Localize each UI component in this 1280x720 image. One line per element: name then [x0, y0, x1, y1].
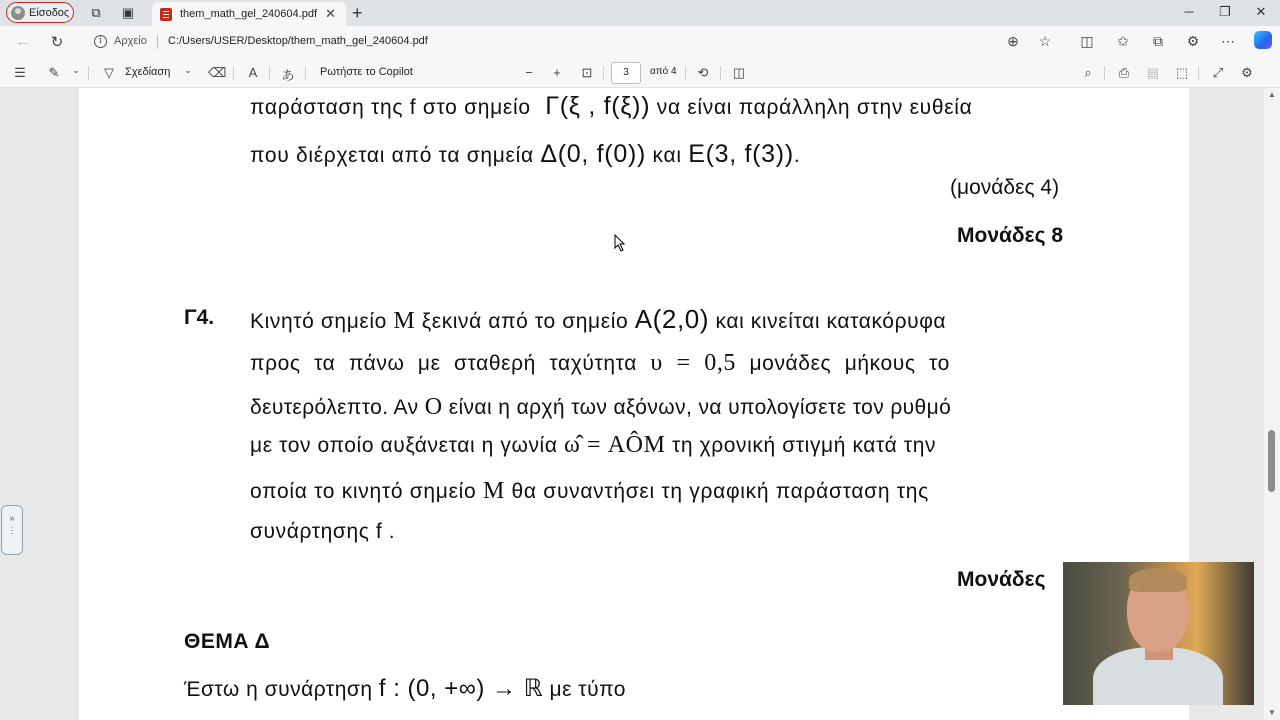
draw-dropdown-icon[interactable]: ⌄	[184, 65, 192, 75]
tab-title: them_math_gel_240604.pdf	[180, 8, 317, 20]
favorite-star-icon[interactable]: ☆	[1038, 33, 1052, 49]
text-span: που διέρχεται από τα σημεία	[250, 144, 541, 167]
point-m: M	[393, 308, 416, 334]
toolbar-divider	[720, 66, 721, 80]
pdf-settings-icon[interactable]: ⚙	[1241, 65, 1253, 80]
function-definition: f : (0, +∞) → ℝ	[378, 675, 544, 702]
expand-panel-icon: » ⋮	[7, 513, 17, 535]
toolbar-divider	[1104, 66, 1105, 80]
new-tab-button[interactable]: +	[352, 3, 363, 23]
text-span: με τον οποίο αυξάνεται η γωνία	[250, 434, 564, 457]
point-gamma: Γ(ξ , f(ξ))	[545, 92, 651, 120]
draw-icon[interactable]: ▽	[104, 65, 114, 80]
fit-page-icon[interactable]: ⊡	[581, 65, 593, 80]
text-line	[250, 140, 800, 169]
marks-label-cut: Μονάδες	[957, 568, 1046, 591]
zoom-out-icon[interactable]: −	[525, 65, 533, 80]
function-symbol: f	[409, 96, 417, 119]
toolbar-divider	[233, 66, 234, 80]
page-view-icon[interactable]: ◫	[732, 65, 746, 80]
restore-icon[interactable]: ❐	[1219, 4, 1231, 19]
toolbar-divider	[1198, 66, 1199, 80]
split-screen-icon[interactable]: ◫	[1080, 33, 1094, 49]
scroll-up-icon[interactable]: ▲	[1268, 90, 1276, 99]
toolbar-divider	[88, 66, 89, 80]
pdf-page	[79, 88, 1189, 720]
eraser-icon[interactable]: ⌫	[208, 65, 227, 80]
webcam-video	[1063, 562, 1254, 705]
tab-strip	[0, 0, 1280, 26]
text-span: στο σημείο	[416, 96, 538, 119]
url-text[interactable]: C:/Users/USER/Desktop/them_math_gel_240604.pdf	[168, 35, 428, 47]
profile-button[interactable]	[6, 2, 74, 23]
tab-pdf[interactable]	[152, 2, 346, 26]
tab-actions-icon[interactable]: ▣	[121, 5, 135, 20]
info-icon[interactable]: i	[94, 35, 107, 48]
omnibox-divider	[157, 35, 158, 49]
fullscreen-icon[interactable]: ⤢	[1212, 65, 1224, 80]
copilot-icon[interactable]	[1254, 31, 1272, 49]
ask-copilot-button[interactable]: Ρωτήστε το Copilot	[320, 66, 413, 78]
text-line	[250, 92, 973, 121]
scroll-thumb[interactable]	[1268, 430, 1275, 492]
collections-icon[interactable]: ⧉	[1153, 33, 1163, 49]
side-panel-handle[interactable]	[1, 505, 23, 555]
read-aloud-icon[interactable]: A	[248, 65, 258, 80]
address-bar	[0, 26, 1280, 58]
profile-label: Είσοδος	[29, 6, 70, 19]
contents-icon[interactable]: ☰	[14, 65, 26, 80]
text-span: ξεκινά από το σημείο	[415, 310, 635, 333]
avatar-icon	[11, 6, 25, 20]
workspaces-icon[interactable]: ⧉	[91, 5, 101, 20]
question-label: Γ4.	[184, 306, 215, 329]
save-as-icon[interactable]: ⬚	[1175, 65, 1189, 80]
text-line	[250, 350, 950, 377]
more-menu-icon[interactable]: ⋯	[1221, 33, 1235, 49]
extensions-icon[interactable]: ⚙	[1186, 33, 1200, 49]
translate-icon[interactable]: あ	[281, 68, 295, 83]
toolbar-divider	[305, 66, 306, 80]
text-line	[250, 394, 951, 421]
zoom-in-icon[interactable]: +	[553, 65, 561, 80]
toolbar-divider	[603, 66, 604, 80]
minimize-icon[interactable]: ─	[1184, 4, 1194, 19]
close-tab-icon[interactable]: ✕	[325, 6, 336, 21]
webcam-person-hair	[1129, 568, 1187, 592]
text-span: θα συναντήσει τη γραφική παράσταση της	[505, 480, 929, 503]
text-span: Κινητό σημείο	[250, 310, 394, 333]
rotate-icon[interactable]: ⟲	[697, 65, 709, 80]
toolbar-divider	[269, 66, 270, 80]
omnibox[interactable]	[84, 29, 1064, 55]
save-icon[interactable]: ▤	[1146, 65, 1160, 80]
page-total: από 4	[650, 66, 677, 77]
text-span: Έστω η συνάρτηση	[184, 678, 379, 701]
text-span: .	[793, 144, 801, 167]
refresh-icon[interactable]: ↻	[50, 34, 64, 51]
print-icon[interactable]: ⎙	[1118, 65, 1130, 80]
zoom-icon[interactable]: ⊕	[1007, 33, 1019, 49]
highlight-dropdown-icon[interactable]: ⌄	[72, 65, 80, 75]
point-m: M	[482, 478, 505, 504]
vertical-scrollbar[interactable]	[1264, 88, 1280, 720]
text-line: συνάρτησης f .	[250, 520, 396, 543]
text-span: και	[646, 144, 689, 167]
text-span: τη χρονική στιγμή κατά την	[665, 434, 937, 457]
velocity-formula: υ = 0,5	[650, 350, 737, 376]
text-line	[250, 478, 929, 505]
scroll-down-icon[interactable]: ▼	[1268, 708, 1276, 717]
text-span: να είναι παράλληλη στην ευθεία	[650, 96, 973, 119]
theme-heading: ΘΕΜΑ Δ	[184, 630, 271, 653]
text-line	[184, 674, 626, 703]
draw-label[interactable]: Σχεδίαση	[125, 66, 171, 78]
page-number-input[interactable]: 3	[611, 62, 641, 84]
highlight-icon[interactable]: ✎	[48, 65, 60, 80]
text-line	[250, 432, 936, 459]
point-e: Ε(3, f(3))	[688, 140, 794, 168]
text-span: μονάδες μήκους το	[736, 352, 950, 375]
text-span: παράσταση της	[250, 96, 410, 119]
text-span: προς τα πάνω με σταθερή ταχύτητα	[250, 352, 651, 375]
angle-formula: ω̂ = AÔM	[564, 432, 666, 458]
toolbar-divider	[685, 66, 686, 80]
pdf-toolbar	[0, 58, 1280, 88]
text-span: οποία το κινητό σημείο	[250, 480, 483, 503]
point-delta: Δ(0, f(0))	[540, 140, 646, 168]
text-span: είναι η αρχή των αξόνων, να υπολογίσετε τον ρυθμό	[442, 396, 952, 419]
favorites-icon[interactable]: ✩	[1117, 33, 1129, 49]
text-span: δευτερόλεπτο. Αν	[250, 396, 425, 419]
point-a: A(2,0)	[634, 304, 710, 334]
file-label: Αρχείο	[114, 35, 147, 47]
text-line	[250, 304, 946, 335]
search-icon[interactable]: ⌕	[1084, 65, 1092, 80]
back-icon[interactable]: ←	[15, 33, 31, 50]
text-span: και κινείται κατακόρυφα	[709, 310, 947, 333]
sub-marks: (μονάδες 4)	[950, 176, 1060, 199]
mouse-cursor-icon	[614, 234, 626, 252]
pdf-file-icon	[160, 8, 172, 21]
close-window-icon[interactable]: ✕	[1255, 4, 1267, 19]
text-span: με τύπο	[543, 678, 626, 701]
origin-o: O	[424, 394, 443, 420]
marks-label: Μονάδες 8	[957, 224, 1064, 247]
